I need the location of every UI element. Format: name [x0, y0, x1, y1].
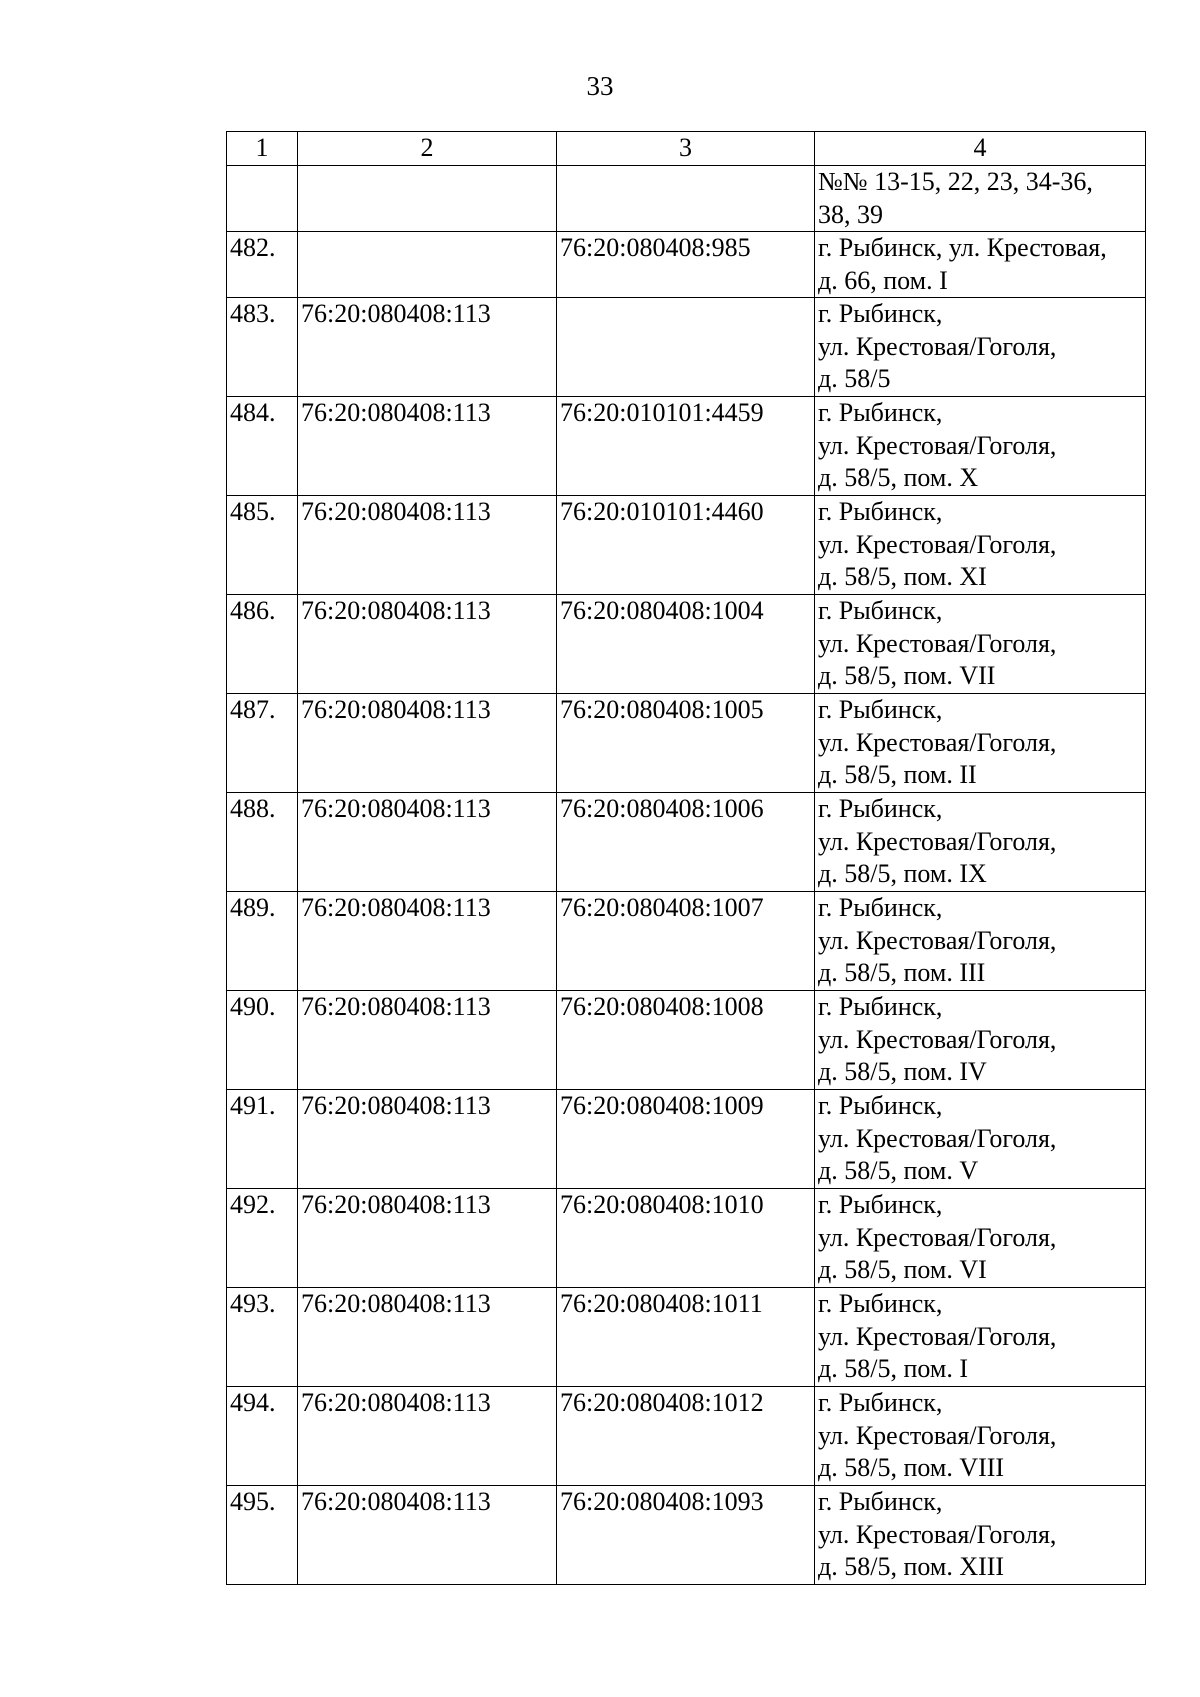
address-line: г. Рыбинск, [818, 596, 943, 625]
address-line: ул. Крестовая/Гоголя, [818, 628, 1057, 658]
address-line: ул. Крестовая/Гоголя, [818, 1420, 1057, 1450]
row-number-cell: 487. [227, 694, 298, 793]
address-line: д. 58/5, пом. VII [818, 661, 996, 690]
object-cadastral-cell: 76:20:080408:1005 [557, 694, 815, 793]
table-row [227, 892, 1146, 991]
registry-table [226, 131, 1146, 1585]
address-cell [815, 694, 1146, 793]
row-number-cell: 492. [227, 1189, 298, 1288]
address-cell [815, 991, 1146, 1090]
address-line: д. 58/5, пом. II [818, 760, 977, 789]
table-row [227, 694, 1146, 793]
row-number-cell: 486. [227, 595, 298, 694]
row-number-cell: 482. [227, 232, 298, 298]
row-number-cell: 493. [227, 1288, 298, 1387]
address-line: г. Рыбинск, [818, 794, 943, 823]
address-cell [815, 1486, 1146, 1585]
address-cell [815, 166, 1146, 232]
parcel-cadastral-cell: 76:20:080408:113 [298, 397, 557, 496]
address-line: д. 58/5, пом. VI [818, 1255, 987, 1284]
object-cadastral-cell: 76:20:010101:4460 [557, 496, 815, 595]
parcel-cadastral-cell: 76:20:080408:113 [298, 793, 557, 892]
object-cadastral-cell: 76:20:080408:1008 [557, 991, 815, 1090]
table-row [227, 793, 1146, 892]
address-line: ул. Крестовая/Гоголя, [818, 1024, 1057, 1054]
address-line: ул. Крестовая/Гоголя, [818, 1321, 1057, 1351]
column-header-4: 4 [815, 132, 1146, 166]
table-row [227, 1288, 1146, 1387]
address-cell [815, 892, 1146, 991]
address-line: д. 58/5, пом. IV [818, 1057, 987, 1086]
object-cadastral-cell: 76:20:080408:985 [557, 232, 815, 298]
address-cell [815, 298, 1146, 397]
address-line: г. Рыбинск, [818, 1487, 943, 1516]
address-line: г. Рыбинск, [818, 497, 943, 526]
address-line: ул. Крестовая/Гоголя, [818, 727, 1057, 757]
address-line: г. Рыбинск, [818, 398, 943, 427]
parcel-cadastral-cell: 76:20:080408:113 [298, 892, 557, 991]
address-line: д. 66, пом. I [818, 265, 948, 295]
row-number-cell: 491. [227, 1090, 298, 1189]
row-number-cell: 484. [227, 397, 298, 496]
parcel-cadastral-cell: 76:20:080408:113 [298, 496, 557, 595]
object-cadastral-cell: 76:20:080408:1007 [557, 892, 815, 991]
row-number-cell [227, 166, 298, 232]
parcel-cadastral-cell: 76:20:080408:113 [298, 1387, 557, 1486]
address-line: д. 58/5, пом. I [818, 1354, 968, 1383]
address-line: 38, 39 [818, 199, 883, 229]
object-cadastral-cell [557, 298, 815, 397]
row-number-cell: 494. [227, 1387, 298, 1486]
parcel-cadastral-cell [298, 166, 557, 232]
table-row [227, 1189, 1146, 1288]
table-row [227, 595, 1146, 694]
address-line: д. 58/5, пом. XI [818, 562, 987, 591]
table-body [227, 166, 1146, 1585]
table-row [227, 1387, 1146, 1486]
row-number-cell: 488. [227, 793, 298, 892]
address-line: №№ 13-15, 22, 23, 34-36, [818, 167, 1093, 196]
parcel-cadastral-cell: 76:20:080408:113 [298, 595, 557, 694]
object-cadastral-cell: 76:20:010101:4459 [557, 397, 815, 496]
object-cadastral-cell: 76:20:080408:1093 [557, 1486, 815, 1585]
address-line: д. 58/5, пом. V [818, 1156, 979, 1185]
address-line: д. 58/5, пом. X [818, 463, 979, 492]
table-row [227, 397, 1146, 496]
address-line: д. 58/5, пом. III [818, 958, 986, 987]
parcel-cadastral-cell: 76:20:080408:113 [298, 694, 557, 793]
address-line: ул. Крестовая/Гоголя, [818, 430, 1057, 460]
address-line: ул. Крестовая/Гоголя, [818, 826, 1057, 856]
address-cell [815, 397, 1146, 496]
address-line: г. Рыбинск, [818, 695, 943, 724]
address-line: г. Рыбинск, [818, 1289, 943, 1318]
address-cell [815, 496, 1146, 595]
parcel-cadastral-cell: 76:20:080408:113 [298, 1486, 557, 1585]
column-header-2: 2 [298, 132, 557, 166]
address-cell [815, 1387, 1146, 1486]
table-header [227, 132, 1146, 166]
row-number-cell: 483. [227, 298, 298, 397]
parcel-cadastral-cell: 76:20:080408:113 [298, 1189, 557, 1288]
parcel-cadastral-cell: 76:20:080408:113 [298, 991, 557, 1090]
address-line: ул. Крестовая/Гоголя, [818, 925, 1057, 955]
object-cadastral-cell: 76:20:080408:1011 [557, 1288, 815, 1387]
address-cell [815, 1189, 1146, 1288]
parcel-cadastral-cell: 76:20:080408:113 [298, 1288, 557, 1387]
column-header-1: 1 [227, 132, 298, 166]
address-cell [815, 595, 1146, 694]
address-line: ул. Крестовая/Гоголя, [818, 331, 1057, 361]
object-cadastral-cell: 76:20:080408:1009 [557, 1090, 815, 1189]
table-row [227, 232, 1146, 298]
address-cell [815, 1090, 1146, 1189]
page-number: 33 [586, 71, 614, 101]
address-line: д. 58/5, пом. VIII [818, 1453, 1005, 1482]
address-line: ул. Крестовая/Гоголя, [818, 1123, 1057, 1153]
table-row [227, 1486, 1146, 1585]
address-line: г. Рыбинск, ул. Крестовая, [818, 233, 1107, 262]
address-cell [815, 1288, 1146, 1387]
address-line: ул. Крестовая/Гоголя, [818, 1222, 1057, 1252]
address-cell [815, 232, 1146, 298]
parcel-cadastral-cell: 76:20:080408:113 [298, 1090, 557, 1189]
table-row [227, 298, 1146, 397]
address-line: д. 58/5 [818, 364, 891, 393]
address-line: ул. Крестовая/Гоголя, [818, 529, 1057, 559]
table-row [227, 991, 1146, 1090]
address-line: г. Рыбинск, [818, 299, 943, 328]
object-cadastral-cell [557, 166, 815, 232]
row-number-cell: 490. [227, 991, 298, 1090]
address-cell [815, 793, 1146, 892]
address-line: г. Рыбинск, [818, 1388, 943, 1417]
table-row [227, 1090, 1146, 1189]
address-line: г. Рыбинск, [818, 1190, 943, 1219]
row-number-cell: 495. [227, 1486, 298, 1585]
parcel-cadastral-cell: 76:20:080408:113 [298, 298, 557, 397]
address-line: г. Рыбинск, [818, 1091, 943, 1120]
object-cadastral-cell: 76:20:080408:1012 [557, 1387, 815, 1486]
object-cadastral-cell: 76:20:080408:1010 [557, 1189, 815, 1288]
address-line: ул. Крестовая/Гоголя, [818, 1519, 1057, 1549]
parcel-cadastral-cell [298, 232, 557, 298]
row-number-cell: 489. [227, 892, 298, 991]
address-line: д. 58/5, пом. IX [818, 859, 987, 888]
column-header-3: 3 [557, 132, 815, 166]
address-line: г. Рыбинск, [818, 893, 943, 922]
row-number-cell: 485. [227, 496, 298, 595]
header-row [227, 132, 1146, 166]
object-cadastral-cell: 76:20:080408:1004 [557, 595, 815, 694]
address-line: д. 58/5, пом. XIII [818, 1552, 1005, 1581]
object-cadastral-cell: 76:20:080408:1006 [557, 793, 815, 892]
table-row [227, 496, 1146, 595]
address-line: г. Рыбинск, [818, 992, 943, 1021]
table-row [227, 166, 1146, 232]
